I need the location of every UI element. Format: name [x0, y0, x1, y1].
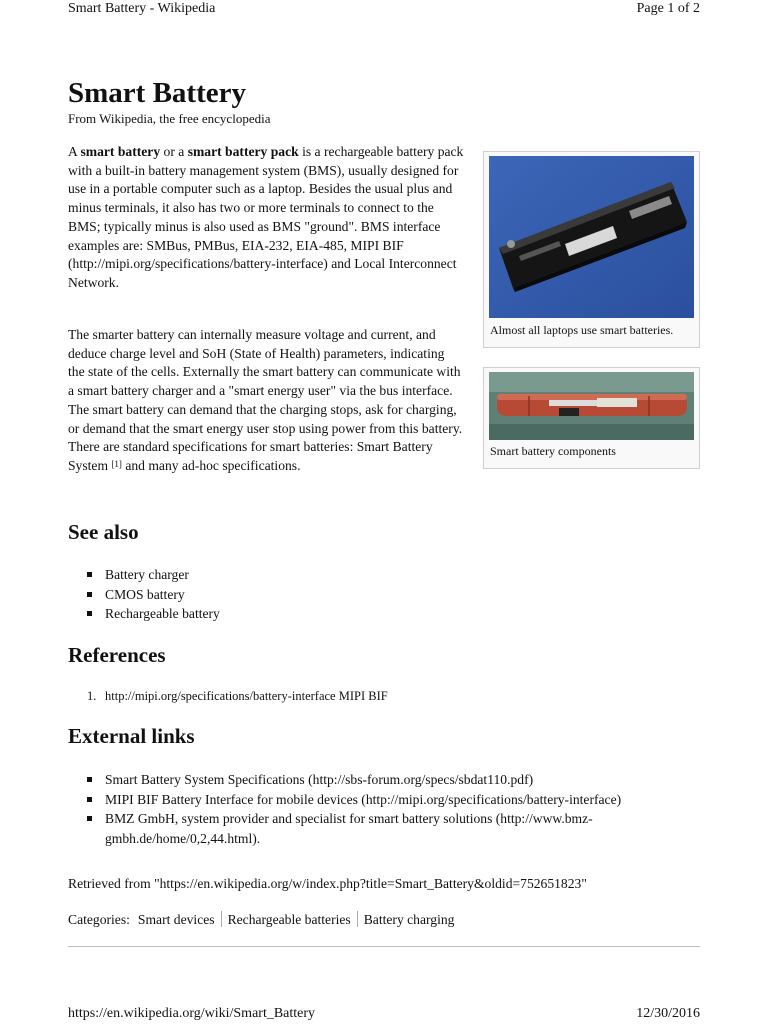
external-links-heading: External links — [68, 724, 195, 748]
reference-number: 1. — [87, 689, 97, 703]
category-link-smart-devices[interactable]: Smart devices — [137, 912, 215, 927]
categories-bar — [68, 911, 454, 928]
external-link-mipi-bif[interactable]: MIPI BIF Battery Interface for mobile devices (http://mipi.org/specifications/battery-interface) — [105, 791, 622, 807]
figure-caption-components: Smart battery components — [490, 444, 616, 458]
figure-caption-laptop: Almost all laptops use smart batteries. — [490, 323, 674, 337]
categories-label: Categories: — [68, 912, 130, 927]
print-footer-date: 12/30/2016 — [636, 1006, 700, 1021]
external-link-item — [68, 809, 678, 848]
body-text-tail: and many ad-hoc specifications. — [121, 457, 301, 473]
category-separator — [221, 911, 222, 927]
print-header-page-number: Page 1 of 2 — [636, 1, 700, 16]
see-also-link-cmos-battery[interactable]: CMOS battery — [105, 586, 185, 602]
category-link-battery-charging[interactable]: Battery charging — [363, 912, 455, 927]
intro-bold-smart-battery-pack: smart battery pack — [187, 144, 299, 159]
print-footer-url: https://en.wikipedia.org/wiki/Smart_Battery — [68, 1006, 316, 1021]
intro-text-3: is a rechargeable battery pack with a built-in battery management system (BMS), usually designed for use in a portable computer such as a laptop. Besides the usual plus and minus terminals, it also has two or more terminals to connect to the BMS; typically minus is also used as BMS "ground". BMS interface examples are: SMBus, PMBus, EIA-232, EIA-485, MIPI BIF (http://mipi.org/specifications/battery-interface) and Local Interconnect Network. — [68, 144, 464, 290]
body-paragraph — [68, 326, 464, 476]
references-list — [68, 687, 388, 707]
reference-link[interactable]: http://mipi.org/specifications/battery-interface MIPI BIF — [105, 689, 388, 703]
category-link-rechargeable-batteries[interactable]: Rechargeable batteries — [227, 912, 351, 927]
footer-divider — [68, 946, 700, 947]
see-also-item — [68, 585, 220, 605]
references-heading: References — [68, 643, 166, 667]
intro-text-1: A — [68, 144, 81, 159]
see-also-link-rechargeable-battery[interactable]: Rechargeable battery — [105, 606, 220, 621]
external-link-item — [68, 770, 678, 790]
figure-battery-components — [483, 367, 700, 469]
battery-components-photo[interactable] — [489, 372, 694, 440]
body-text: The smarter battery can internally measure voltage and current, and deduce charge level and SoH (State of Health) parameters, indicating the state of the cells. Externally the smart battery can communicate with a smart battery charger and a "smart energy user" via the bus interface. The smart battery can demand that the charging stops, ask for charging, or demand that the smart energy user stop using power from this battery. There are standard specifications for smart batteries: Smart Battery System — [68, 327, 463, 473]
page-title: Smart Battery — [68, 77, 246, 109]
page-subtitle: From Wikipedia, the free encyclopedia — [68, 111, 271, 126]
external-link-bmz[interactable]: BMZ GmbH, system provider and specialist for smart battery solutions (http://www.bmz-gmbh.de/home/0,2,44.html). — [105, 811, 593, 846]
intro-text-2: or a — [160, 144, 188, 159]
reference-item — [68, 687, 388, 707]
retrieved-from: Retrieved from "https://en.wikipedia.org/w/index.php?title=Smart_Battery&oldid=752651823" — [68, 876, 587, 891]
reference-link-1[interactable]: [1] — [111, 458, 122, 469]
external-link-item — [68, 790, 678, 810]
intro-paragraph — [68, 143, 464, 293]
see-also-item — [68, 604, 220, 624]
category-separator — [357, 911, 358, 927]
figure-laptop-battery — [483, 151, 700, 348]
intro-bold-smart-battery: smart battery — [80, 144, 161, 159]
see-also-link-battery-charger[interactable]: Battery charger — [105, 567, 189, 582]
print-header-title: Smart Battery - Wikipedia — [68, 1, 216, 16]
see-also-item — [68, 565, 220, 585]
laptop-battery-photo[interactable] — [489, 156, 694, 318]
external-link-sbs-spec[interactable]: Smart Battery System Specifications (http://sbs-forum.org/specs/sbdat110.pdf) — [105, 772, 534, 787]
external-links-list — [68, 770, 678, 848]
see-also-heading: See also — [68, 520, 139, 544]
see-also-list — [68, 565, 220, 624]
